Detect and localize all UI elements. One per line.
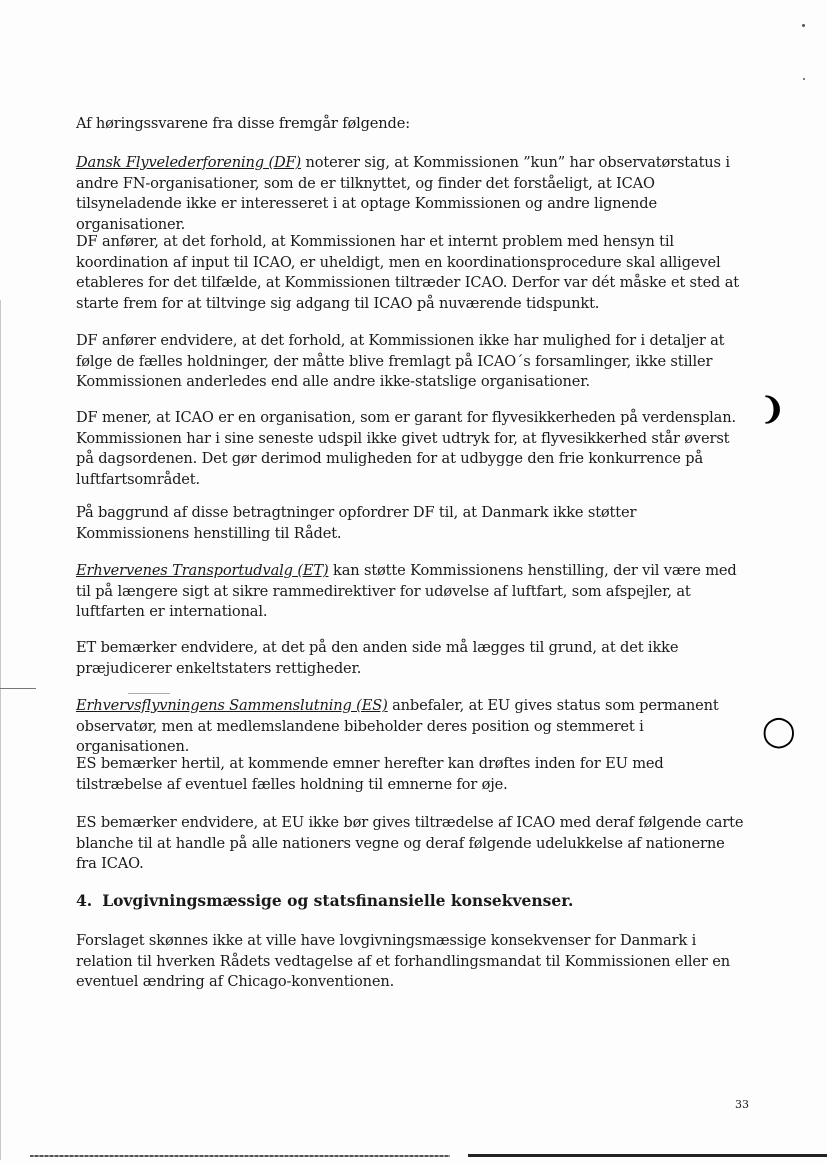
paragraph-et-rights	[76, 638, 744, 679]
paragraph-text: anbefaler, at EU gives status som permanent observatør, men at medlemslandene bibeholder deres position og stemmeret i organisationen.	[76, 697, 719, 756]
scan-bottom-edge	[468, 1154, 827, 1157]
org-name-et: Erhvervenes Transportudvalg (ET)	[76, 562, 329, 579]
paragraph-text: ES bemærker hertil, at kommende emner herefter kan drøftes inden for EU med tilstræbelse af eventuel fælles holdning til emnerne for øje.	[76, 755, 664, 793]
paragraph-df-conclusion	[76, 503, 744, 544]
paragraph-text: ES bemærker endvidere, at EU ikke bør gives tiltrædelse af ICAO med deraf følgende carte blanche til at handle på alle nationers vegne og deraf følgende udelukkelse af nationerne fra ICAO.	[76, 814, 744, 873]
punch-hole-mark: ❩	[760, 392, 786, 427]
paragraph-text: På baggrund af disse betragtninger opfordrer DF til, at Danmark ikke støtter Kommissionens henstilling til Rådet.	[76, 504, 637, 542]
paragraph-text: noterer sig, at Kommissionen ”kun” har observatørstatus i andre FN-organisationer, som de er tilknyttet, og finder det forståeligt, at ICAO tilsyneladende ikke er interesseret i at optage Kommissionen og andre lignende organisationer.	[76, 154, 730, 233]
org-name-es: Erhvervsflyvningens Sammenslutning (ES)	[76, 697, 388, 714]
scan-speck	[803, 78, 805, 80]
paragraph-text: DF mener, at ICAO er en organisation, som er garant for flyvesikkerheden på verdensplan. Kommissionen har i sine seneste udspil ikke givet udtryk for, at flyvesikkerhed står øverst på dagsordenen. Det gør derimod muligheden for at udbygge den frie konkurrence på luftfartsområdet.	[76, 409, 736, 488]
paragraph-df-coordination	[76, 232, 744, 314]
scan-short-rule	[128, 693, 170, 694]
paragraph-legislative	[76, 931, 744, 993]
paragraph-text: DF anfører endvidere, at det forhold, at Kommissionen ikke har mulighed for i detaljer at følge de fælles holdninger, der måtte blive fremlagt på ICAO´s forsamlinger, ikke stiller Kommissionen anderledes end alle andre ikke-statslige organisationer.	[76, 332, 725, 391]
intro-paragraph	[76, 114, 744, 135]
section-title: Lovgivningsmæssige og statsfinansielle konsekvenser.	[102, 891, 574, 910]
page-number: 33	[735, 1098, 749, 1111]
paragraph-text: Forslaget skønnes ikke at ville have lovgivningsmæssige konsekvenser for Danmark i relation til hverken Rådets vedtagelse af et forhandlingsmandat til Kommissionen eller en eventuel ændring af Chicago-konventionen.	[76, 932, 730, 991]
paragraph-df-observer	[76, 153, 744, 235]
org-name-df: Dansk Flyvelederforening (DF)	[76, 154, 302, 171]
paragraph-text: kan støtte Kommissionens henstilling, der vil være med til på længere sigt at sikre rammedirektiver for udøvelse af luftfart, som afspejler, at luftfarten er international.	[76, 562, 737, 621]
section-number: 4.	[76, 891, 93, 910]
punch-hole-mark: ◯	[762, 714, 796, 749]
paragraph-df-positions	[76, 331, 744, 393]
scan-margin-tick	[0, 688, 36, 689]
section-heading	[76, 891, 573, 910]
paragraph-et-support	[76, 561, 744, 623]
intro-text: Af høringssvarene fra disse fremgår følgende:	[76, 115, 410, 132]
scan-margin-line	[0, 300, 1, 1160]
paragraph-es-remark	[76, 754, 744, 795]
scan-bottom-edge	[30, 1155, 450, 1157]
paragraph-text: ET bemærker endvidere, at det på den anden side må lægges til grund, at det ikke præjudicerer enkeltstaters rettigheder.	[76, 639, 679, 677]
paragraph-df-safety	[76, 408, 744, 490]
paragraph-text: DF anfører, at det forhold, at Kommissionen har et internt problem med hensyn til koordination af input til ICAO, er uheldigt, men en koordinationsprocedure skal alligevel etableres for det tilfælde, at Kommissionen tiltræder ICAO. Derfor var dét måske et sted at starte frem for at tiltvinge sig adgang til ICAO på nuværende tidspunkt.	[76, 233, 740, 312]
scan-speck	[802, 24, 805, 27]
paragraph-es-carte-blanche	[76, 813, 744, 875]
paragraph-es-recommend	[76, 696, 744, 758]
